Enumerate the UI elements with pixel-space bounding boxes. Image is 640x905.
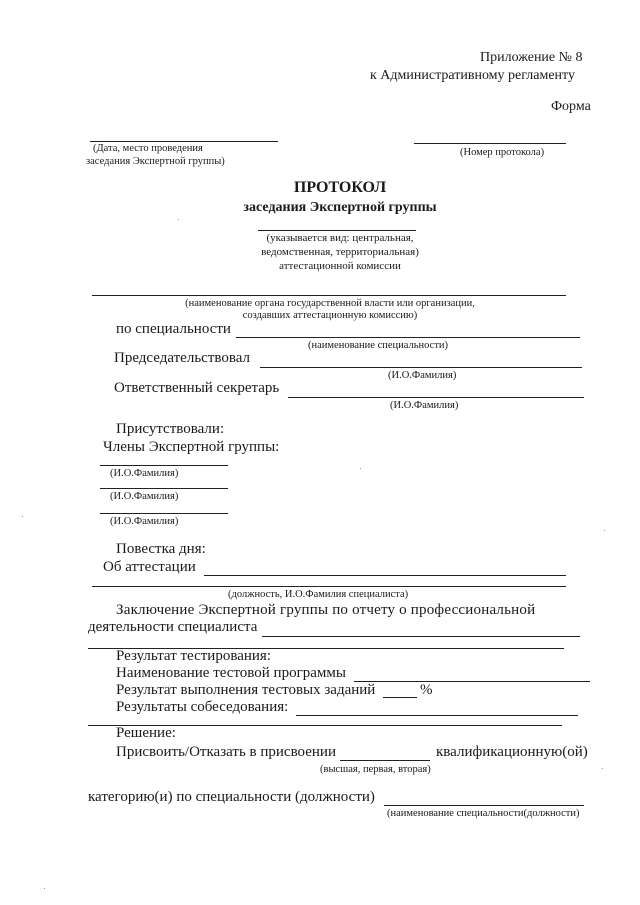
- date-place-caption-1: (Дата, место проведения: [93, 143, 203, 154]
- attestation-label: Об аттестации: [103, 559, 196, 575]
- present-label: Присутствовали:: [116, 421, 225, 437]
- percent-sign: %: [420, 682, 433, 698]
- decision-label: Решение:: [116, 725, 176, 741]
- category-caption: (высшая, первая, вторая): [320, 764, 431, 775]
- organization-caption-1: (наименование органа государственной власти или организации,: [185, 298, 475, 309]
- scan-speck: [602, 768, 603, 769]
- appendix-number: Приложение № 8: [480, 50, 583, 65]
- protocol-number-line[interactable]: [414, 143, 566, 144]
- testing-result-label: Результат тестирования:: [116, 648, 271, 664]
- category-specialty-line[interactable]: [384, 805, 584, 806]
- members-label: Члены Экспертной группы:: [103, 439, 280, 455]
- chairman-label: Председательствовал: [114, 350, 251, 366]
- assign-label: Присвоить/Отказать в присвоении: [116, 744, 336, 760]
- position-caption: (должность, И.О.Фамилия специалиста): [228, 589, 409, 600]
- commission-kind-line[interactable]: [258, 230, 416, 231]
- interview-label: Результаты собеседования:: [116, 699, 289, 715]
- secretary-label: Ответственный секретарь: [114, 380, 280, 396]
- document-title: ПРОТОКОЛ: [293, 179, 387, 196]
- member-2-line[interactable]: [100, 488, 228, 489]
- scan-speck: [22, 516, 23, 517]
- scan-speck: [604, 530, 605, 531]
- specialty-label: по специальности: [116, 321, 231, 337]
- secretary-caption: (И.О.Фамилия): [390, 400, 459, 411]
- interview-line[interactable]: [296, 715, 578, 716]
- test-tasks-label: Результат выполнения тестовых заданий: [116, 682, 376, 698]
- organization-caption-2: создавших аттестационную комиссию): [242, 310, 418, 321]
- conclusion-label: Заключение Экспертной группы по отчету о профессиональной: [116, 602, 536, 618]
- member-2-caption: (И.О.Фамилия): [110, 491, 179, 502]
- member-3-caption: (И.О.Фамилия): [110, 516, 179, 527]
- secretary-line[interactable]: [288, 397, 584, 398]
- test-percent-line[interactable]: [383, 697, 417, 698]
- specialty-caption: (наименование специальности): [308, 340, 449, 351]
- member-1-caption: (И.О.Фамилия): [110, 468, 179, 479]
- attestation-line-2[interactable]: [92, 586, 566, 587]
- protocol-number-caption: (Номер протокола): [460, 147, 545, 158]
- test-program-line[interactable]: [354, 681, 590, 682]
- date-place-line[interactable]: [90, 141, 278, 142]
- test-program-label: Наименование тестовой программы: [116, 665, 346, 681]
- document-subtitle: заседания Экспертной группы: [243, 200, 437, 215]
- conclusion-label-2: деятельности специалиста: [88, 619, 258, 635]
- specialty-line[interactable]: [236, 337, 580, 338]
- form-label: Форма: [551, 99, 591, 114]
- scan-speck: [44, 888, 45, 889]
- attestation-line[interactable]: [204, 575, 566, 576]
- chairman-line[interactable]: [260, 367, 582, 368]
- organization-line[interactable]: [92, 295, 566, 296]
- commission-kind-caption-2: ведомственная, территориальная): [261, 246, 419, 258]
- conclusion-line[interactable]: [262, 636, 580, 637]
- commission-kind-caption-1: (указывается вид: центральная,: [266, 232, 414, 244]
- category-line[interactable]: [340, 760, 430, 761]
- commission-kind-caption-3: аттестационной комиссии: [279, 260, 401, 272]
- chairman-caption: (И.О.Фамилия): [388, 370, 457, 381]
- date-place-caption-2: заседания Экспертной группы): [86, 156, 225, 167]
- scan-speck: [360, 468, 361, 469]
- category-specialty-label: категорию(и) по специальности (должности): [88, 789, 375, 805]
- agenda-label: Повестка дня:: [116, 541, 206, 557]
- member-3-line[interactable]: [100, 513, 228, 514]
- regulation-reference: к Административному регламенту: [370, 68, 575, 83]
- scan-speck: [178, 219, 179, 220]
- specialty-name-caption: (наименование специальности(должности): [387, 808, 580, 819]
- qualification-label: квалификационную(ой): [436, 744, 588, 760]
- member-1-line[interactable]: [100, 465, 228, 466]
